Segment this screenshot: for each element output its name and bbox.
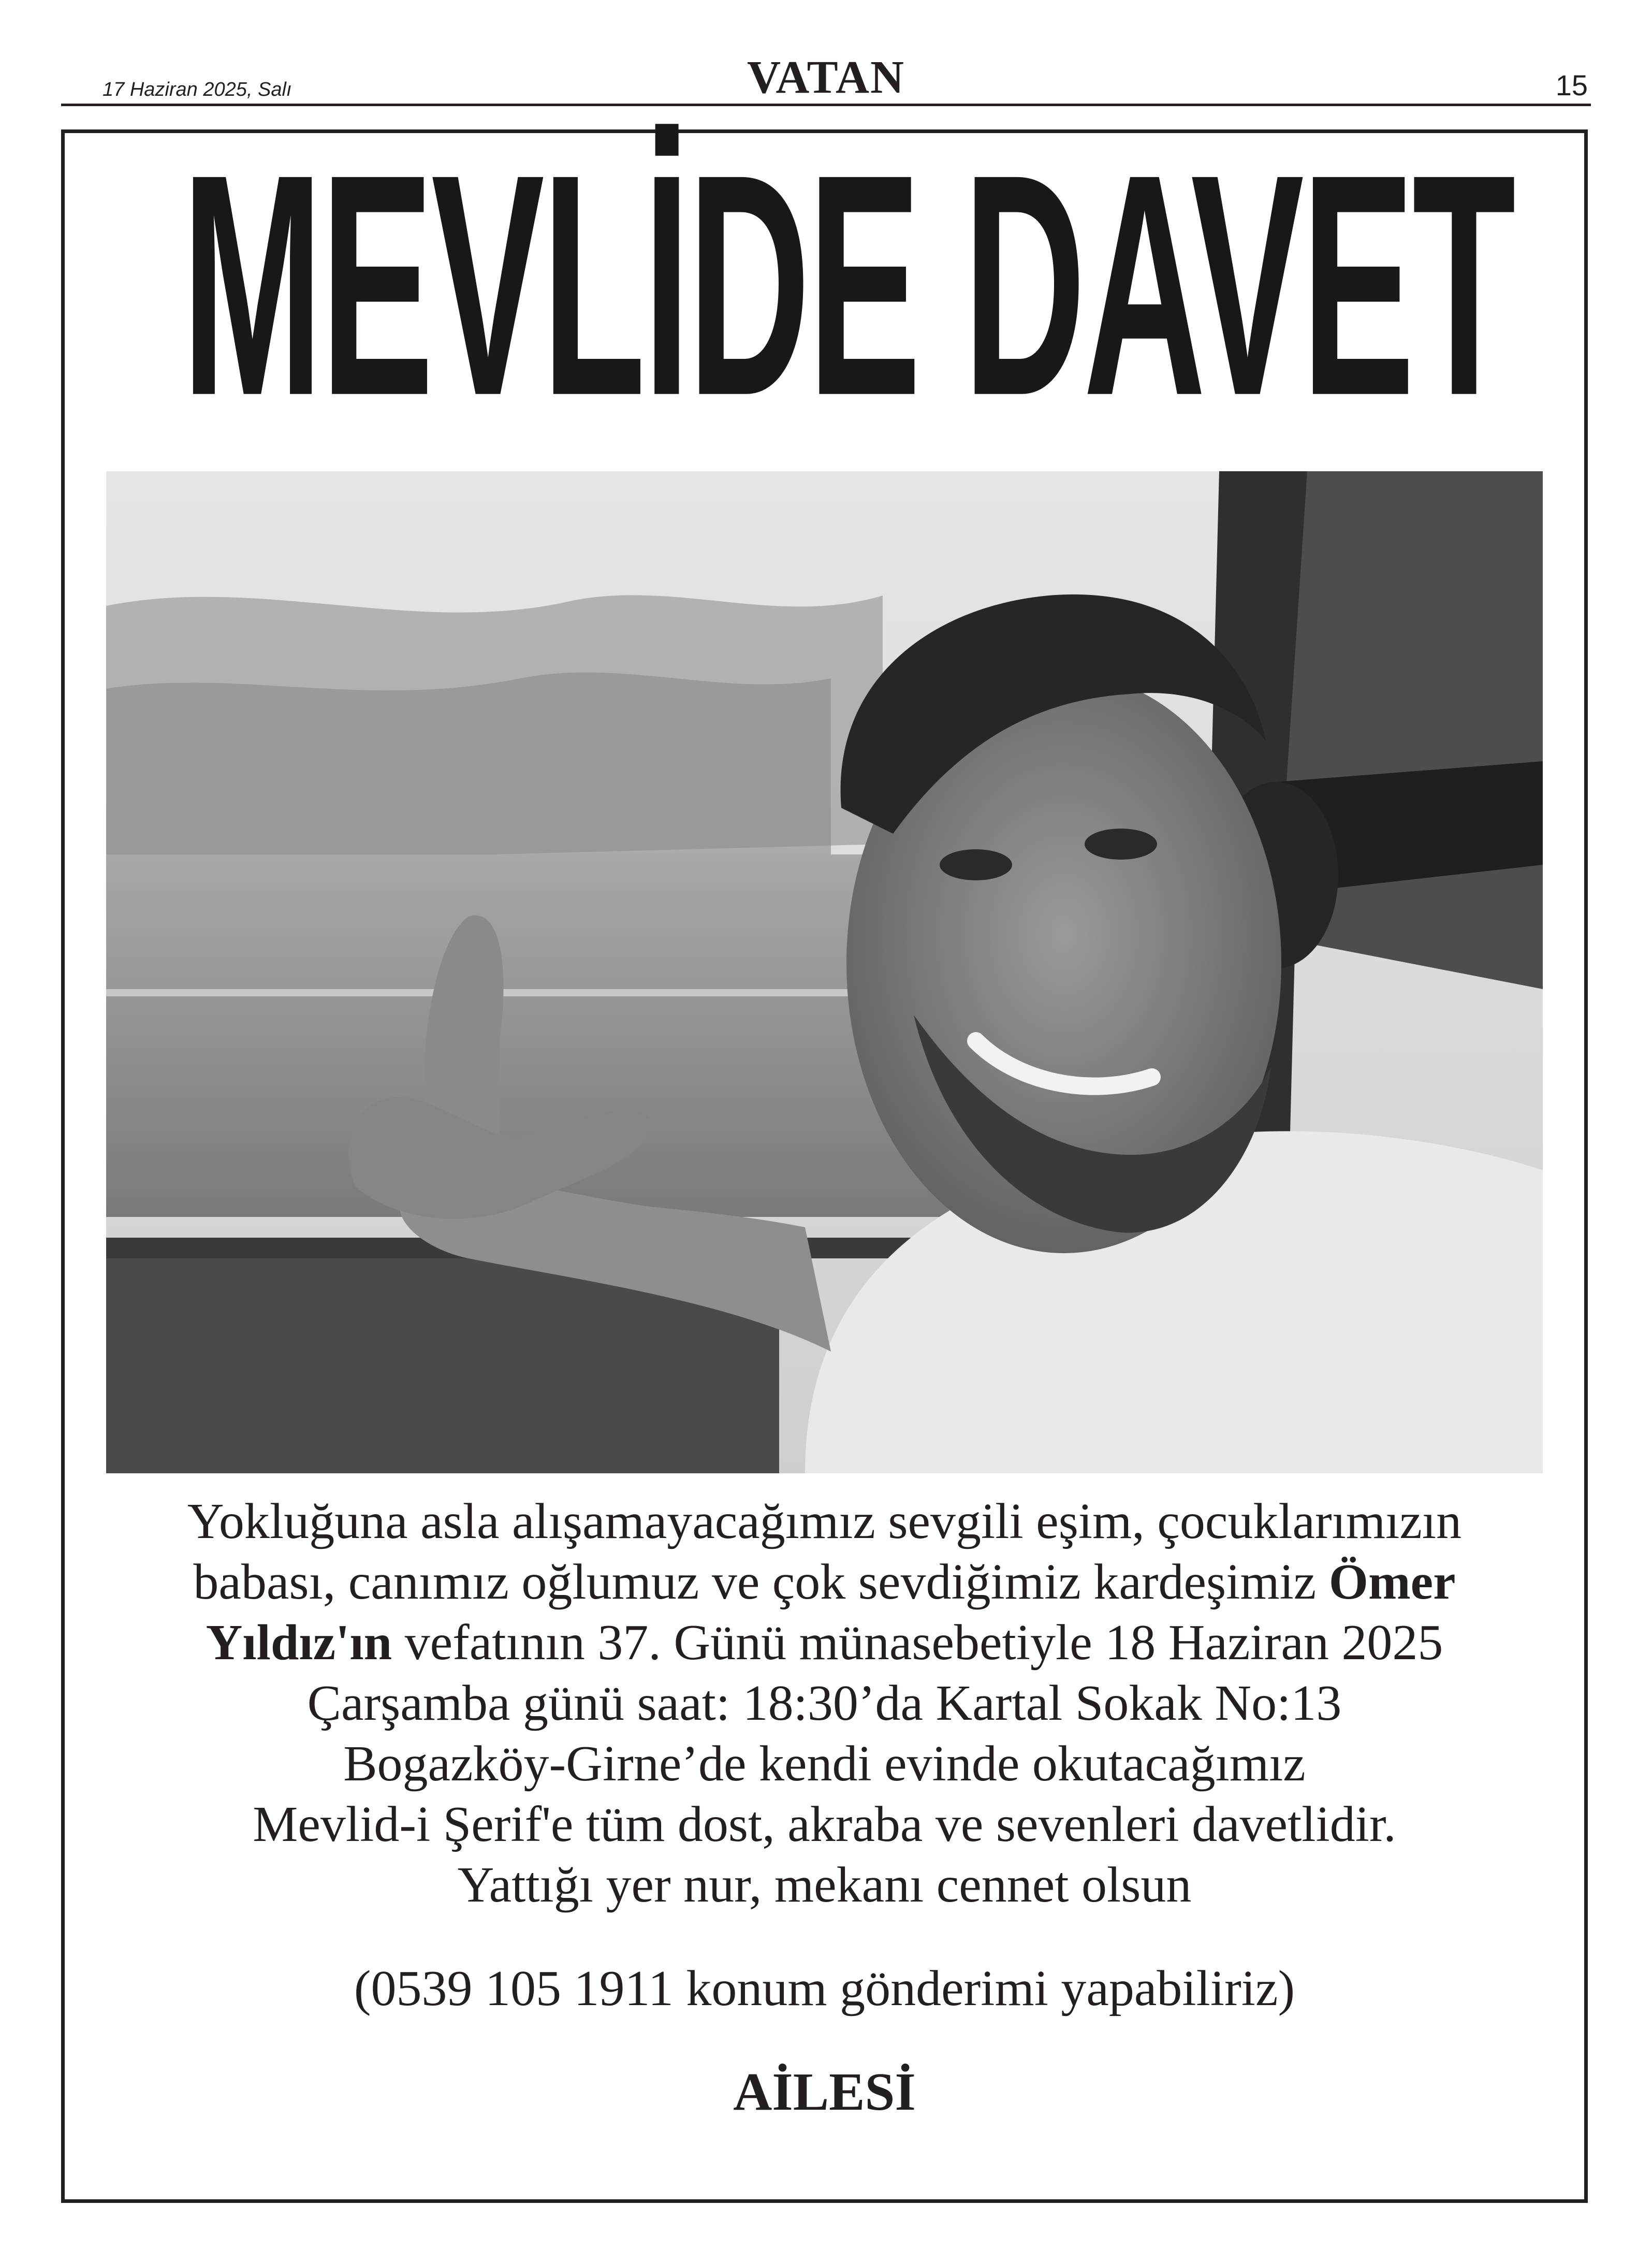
deceased-first-name: Ömer bbox=[1328, 1554, 1456, 1610]
photo-placeholder bbox=[106, 471, 1543, 1473]
notice-line bbox=[106, 1855, 1543, 1916]
notice-line bbox=[106, 1794, 1543, 1855]
family-signature: AİLESİ bbox=[733, 2062, 916, 2122]
notice-text: babası, canımız oğlumuz ve çok sevdiğimiz kardeşimiz bbox=[193, 1554, 1329, 1610]
issue-date: 17 Haziran 2025, Salı bbox=[103, 79, 292, 100]
notice-text: Yattığı yer nur, mekanı cennet olsun bbox=[457, 1857, 1192, 1913]
notice-text: Çarşamba günü saat: 18:30’da Kartal Sokak No:13 bbox=[307, 1675, 1342, 1731]
deceased-photo bbox=[106, 471, 1543, 1473]
notice-line bbox=[106, 1673, 1543, 1734]
notice-headline: MEVLİDE DAVET bbox=[182, 109, 1514, 462]
deceased-last-name: Yıldız'ın bbox=[206, 1615, 392, 1671]
notice-text: vefatının 37. Günü münasebetiyle 18 Haziran 2025 bbox=[392, 1615, 1443, 1671]
notice-line bbox=[106, 1491, 1543, 1552]
notice-text: Bogazköy-Girne’de kendi evinde okutacağımız bbox=[343, 1736, 1306, 1792]
notice-line bbox=[106, 1734, 1543, 1794]
notice-line bbox=[106, 1613, 1543, 1673]
notice-line bbox=[106, 1552, 1543, 1613]
notice-text: Yokluğuna asla alışamayacağımız sevgili eşim, çocuklarımızın bbox=[187, 1493, 1462, 1549]
page-number: 15 bbox=[1555, 69, 1588, 101]
newspaper-masthead: VATAN bbox=[747, 52, 905, 103]
contact-info: (0539 105 1911 konum gönderimi yapabiliriz) bbox=[354, 1961, 1295, 2017]
notice-body bbox=[106, 1491, 1543, 1916]
notice-text: Mevlid-i Şerif'e tüm dost, akraba ve sevenleri davetlidir. bbox=[253, 1796, 1396, 1852]
